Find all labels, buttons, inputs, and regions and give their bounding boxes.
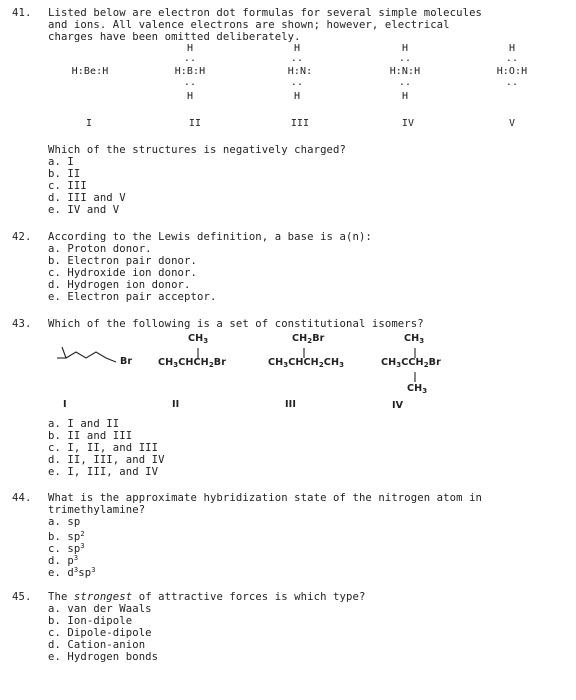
structure-II-bottom-dots: .. [183,77,197,88]
structure-V-top-h: H [508,43,516,54]
q43-option-a: a. I and II [48,418,120,430]
q45-stem-emphasis: strongest [73,591,133,603]
structure-IV-formula: H:N:H [389,66,421,77]
mol4-top: $CH_3$ [404,333,425,345]
q44-option-e: e. $d^3sp^3$ [48,566,96,579]
q41-stem-line2: and ions. All valence electrons are shown; however, electrical [48,19,450,31]
structure-IV-bottom-dots: .. [398,77,412,88]
q43-option-b: b. II and III [48,430,133,442]
q45-option-d: d. Cation-anion [48,639,146,651]
q44-option-d: d. $p^3$ [48,554,79,567]
q43-option-d: d. II, III, and IV [48,454,165,466]
structure-IV-top-dots: .. [398,53,412,64]
structure-III-bottom-dots: .. [290,77,304,88]
mol2-top: $CH_3$ [188,333,209,345]
structure-I-formula: H:Be:H [71,66,109,77]
q43-option-e: e. I, III, and IV [48,466,159,478]
structure-V-bottom-dots: .. [505,77,519,88]
structure-IV-label: IV [401,118,415,129]
q44-stem-line2: trimethylamine? [48,504,146,516]
q44-number: 44. [12,492,32,504]
mol1-label: I [63,399,67,410]
structure-III-label: III [290,118,310,129]
q41-option-a: a. I [48,156,74,168]
q41-number: 41. [12,7,32,19]
q42-option-b: b. Electron pair donor. [48,255,197,267]
mol3-label: III [285,399,297,410]
mol2-label: II [172,399,180,410]
q42-option-d: d. Hydrogen ion donor. [48,279,191,291]
mol1-br: Br [120,356,133,367]
q42-option-c: c. Hydroxide ion donor. [48,267,197,279]
q41-option-e: e. IV and V [48,204,120,216]
q44-option-c: c. $sp^3$ [48,542,85,555]
structure-II-top-dots: .. [183,53,197,64]
structure-IV-bottom-h: H [401,91,409,102]
q41-stem-line3: charges have been omitted deliberately. [48,31,301,43]
structure-II-label: II [188,118,202,129]
q43-option-c: c. I, II, and III [48,442,159,454]
q45-option-c: c. Dipole-dipole [48,627,152,639]
mol2-main: $CH_3CHCH_2Br$ [158,357,227,369]
structure-IV-top-h: H [401,43,409,54]
q43-stem: Which of the following is a set of constitutional isomers? [48,318,424,330]
q42-option-a: a. Proton donor. [48,243,152,255]
structure-II-formula: H:B:H [174,66,206,77]
mol4-bottom: $CH_3$ [407,383,428,395]
q41-stem-line1: Listed below are electron dot formulas for several simple molecules [48,7,483,19]
q44-stem-line1: What is the approximate hybridization state of the nitrogen atom in [48,492,483,504]
q43-number: 43. [12,318,32,330]
structure-III-top-dots: .. [290,53,304,64]
structure-II-top-h: H [186,43,194,54]
q42-stem: According to the Lewis definition, a base is a(n): [48,231,372,243]
mol3-main: $CH_3CHCH_2CH_3$ [268,357,345,369]
structure-III-bottom-h: H [293,91,301,102]
q41-option-b: b. II [48,168,81,180]
structure-II-bottom-h: H [186,91,194,102]
q45-stem: The strongest of attractive forces is which type? [48,591,366,603]
q45-number: 45. [12,591,32,603]
mol3-top: $CH_2Br$ [292,333,325,345]
mol4-main: $CH_3CCH_2Br$ [381,357,441,369]
structure-V-top-dots: .. [505,53,519,64]
q42-option-e: e. Electron pair acceptor. [48,291,217,303]
structure-V-formula: H:O:H [496,66,528,77]
structure-I-label: I [85,118,93,129]
q45-option-b: b. Ion-dipole [48,615,133,627]
structure-V-label: V [508,118,516,129]
q41-prompt: Which of the structures is negatively charged? [48,144,346,156]
q42-number: 42. [12,231,32,243]
q44-option-b: b. $sp^2$ [48,530,85,543]
structure-III-top-h: H [293,43,301,54]
q45-option-e: e. Hydrogen bonds [48,651,159,663]
q45-option-a: a. van der Waals [48,603,152,615]
mol4-label: IV [392,400,404,411]
structure-III-formula: H:N: [287,66,313,77]
q41-option-d: d. III and V [48,192,126,204]
q41-option-c: c. III [48,180,87,192]
q44-option-a: a. sp [48,516,81,528]
